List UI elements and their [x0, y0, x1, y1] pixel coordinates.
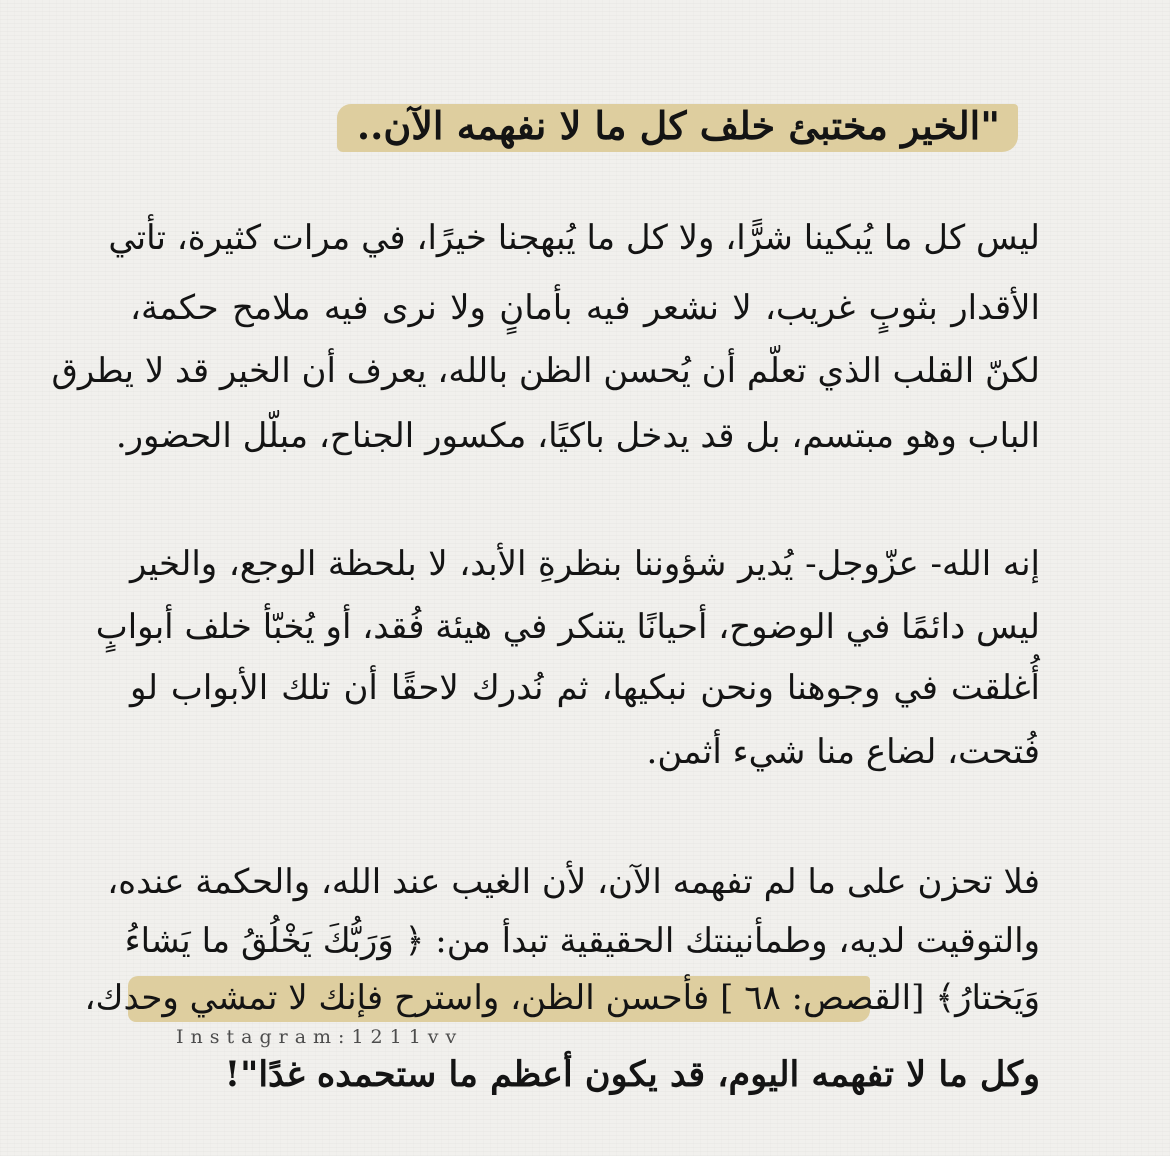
paragraph2-line-3: أُغلقت في وجوهنا ونحن نبكيها، ثم نُدرك لاحقًا أن تلك الأبواب لو: [130, 668, 1040, 708]
paragraph1-line-4: الباب وهو مبتسم، بل قد يدخل باكيًا، مكسور الجناح، مبلّل الحضور.: [115, 416, 1040, 456]
paragraph1-line-2: الأقدار بثوبٍ غريب، لا نشعر فيه بأمانٍ ولا نرى فيه ملامح حكمة،: [130, 288, 1040, 328]
paragraph3-line-1: فلا تحزن على ما لم تفهمه الآن، لأن الغيب عند الله، والحكمة عنده،: [107, 862, 1040, 902]
paragraph1-line-3: لكنّ القلب الذي تعلّم أن يُحسن الظن بالله، يعرف أن الخير قد لا يطرق: [51, 351, 1040, 391]
paragraph2-line-1: إنه الله- عزّوجل- يُدير شؤوننا بنظرةِ الأبد، لا بلحظة الوجع، والخير: [130, 544, 1040, 584]
quote-title: "الخير مختبئ خلف كل ما لا نفهمه الآن..: [356, 103, 1000, 148]
paragraph1-line-1: ليس كل ما يُبكينا شرًّا، ولا كل ما يُبهجنا خيرًا، في مرات كثيرة، تأتي: [108, 218, 1040, 258]
paragraph3-line-2: والتوقيت لديه، وطمأنينتك الحقيقية تبدأ من: ﴿ وَرَبُّكَ يَخْلُقُ ما يَشاءُ: [124, 921, 1040, 961]
paragraph3-line-3: وَيَختارُ﴾ [القصص: ٦٨ ] فأحسن الظن، واسترح فإنك لا تمشي وحدك،: [84, 978, 1040, 1018]
closing-line: وكل ما لا تفهمه اليوم، قد يكون أعظم ما ستحمده غدًا"!: [224, 1054, 1040, 1095]
title-block: [351, 96, 1006, 156]
paragraph2-line-2: ليس دائمًا في الوضوح، أحيانًا يتنكر في هيئة فُقد، أو يُخبّأ خلف أبوابٍ: [95, 607, 1040, 647]
paragraph2-line-4: فُتحت، لضاع منا شيء أثمن.: [646, 732, 1040, 772]
instagram-watermark: Instagram:1211vv: [176, 1026, 464, 1048]
